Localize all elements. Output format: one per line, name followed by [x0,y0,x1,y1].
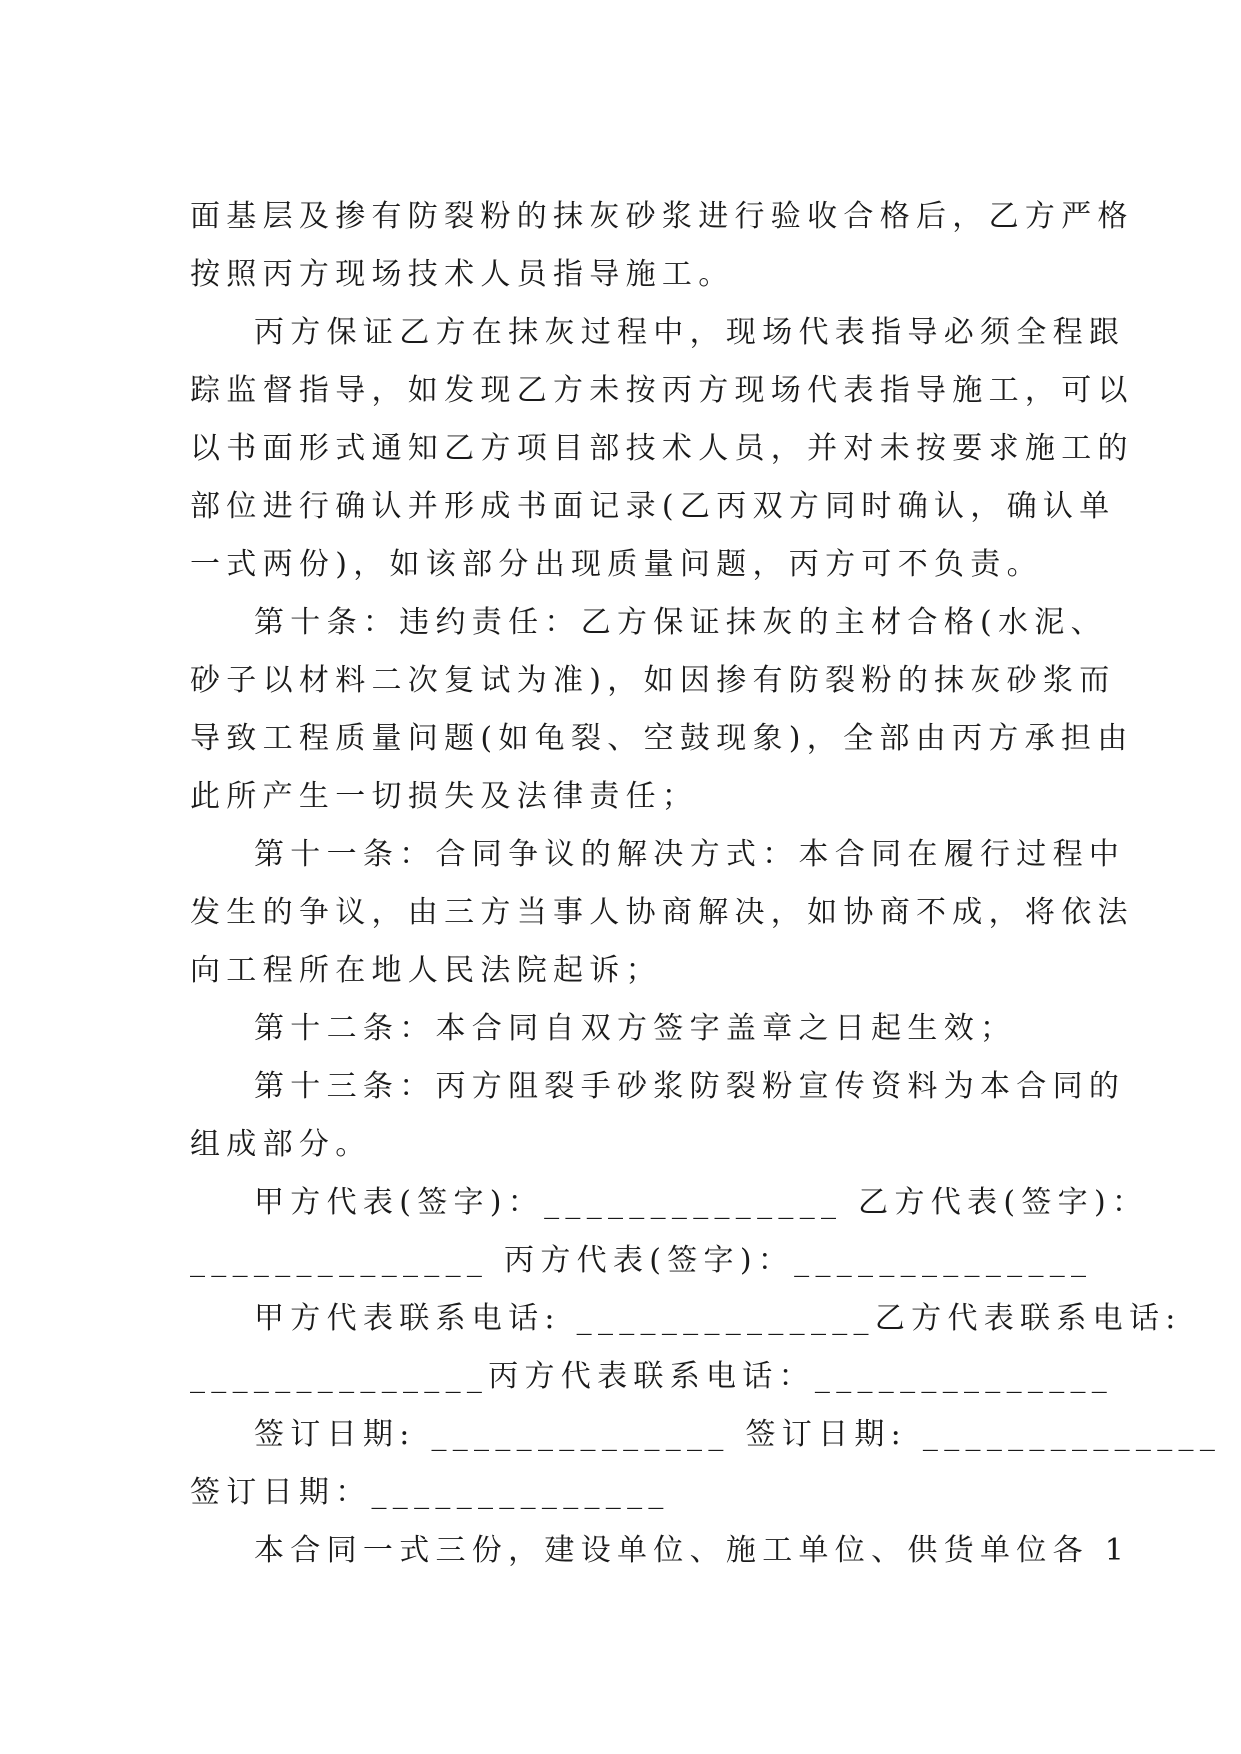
paragraph-line: 踪监督指导，如发现乙方未按丙方现场代表指导施工，可以 [190,373,1134,408]
paragraph-line: 部位进行确认并形成书面记录(乙丙双方同时确认，确认单 [190,489,1116,524]
date-line: 签订日期：______________ [190,1475,670,1510]
article-11-line: 第十一条：合同争议的解决方式：本合同在履行过程中 [254,837,1126,872]
paragraph-line: 导致工程质量问题(如龟裂、空鼓现象)，全部由丙方承担由 [190,721,1134,756]
paragraph-line: 一式两份)，如该部分出现质量问题，丙方可不负责。 [190,547,1043,582]
phone-line: 甲方代表联系电话: ______________乙方代表联系电话: [254,1301,1182,1336]
paragraph-line: 砂子以材料二次复试为准)，如因掺有防裂粉的抹灰砂浆而 [190,663,1116,698]
paragraph-line: 向工程所在地人民法院起诉； [190,953,662,988]
article-10-line: 第十条：违约责任：乙方保证抹灰的主材合格(水泥、 [254,605,1107,640]
date-line: 签订日期: ______________ 签订日期: ______________ [254,1417,1222,1452]
copies-line: 本合同一式三份，建设单位、施工单位、供货单位各 1 [254,1533,1131,1568]
signature-line-representatives: ______________ 丙方代表(签字)：______________ [190,1243,1093,1278]
paragraph-line: 丙方保证乙方在抹灰过程中，现场代表指导必须全程跟 [254,315,1126,350]
paragraph-line: 面基层及掺有防裂粉的抹灰砂浆进行验收合格后，乙方严格 [190,199,1134,234]
paragraph-line: 以书面形式通知乙方项目部技术人员，并对未按要求施工的 [190,431,1134,466]
paragraph-line: 此所产生一切损失及法律责任； [190,779,699,814]
phone-line: ______________丙方代表联系电话：______________ [190,1359,1114,1394]
paragraph-line: 组成部分。 [190,1127,372,1162]
article-12-line: 第十二条：本合同自双方签字盖章之日起生效； [254,1011,1017,1046]
paragraph-line: 按照丙方现场技术人员指导施工。 [190,257,735,292]
article-13-line: 第十三条：丙方阻裂手砂浆防裂粉宣传资料为本合同的 [254,1069,1126,1104]
signature-line-representatives: 甲方代表(签字)：______________ 乙方代表(签字)： [254,1185,1149,1220]
paragraph-line: 发生的争议，由三方当事人协商解决，如协商不成，将依法 [190,895,1134,930]
